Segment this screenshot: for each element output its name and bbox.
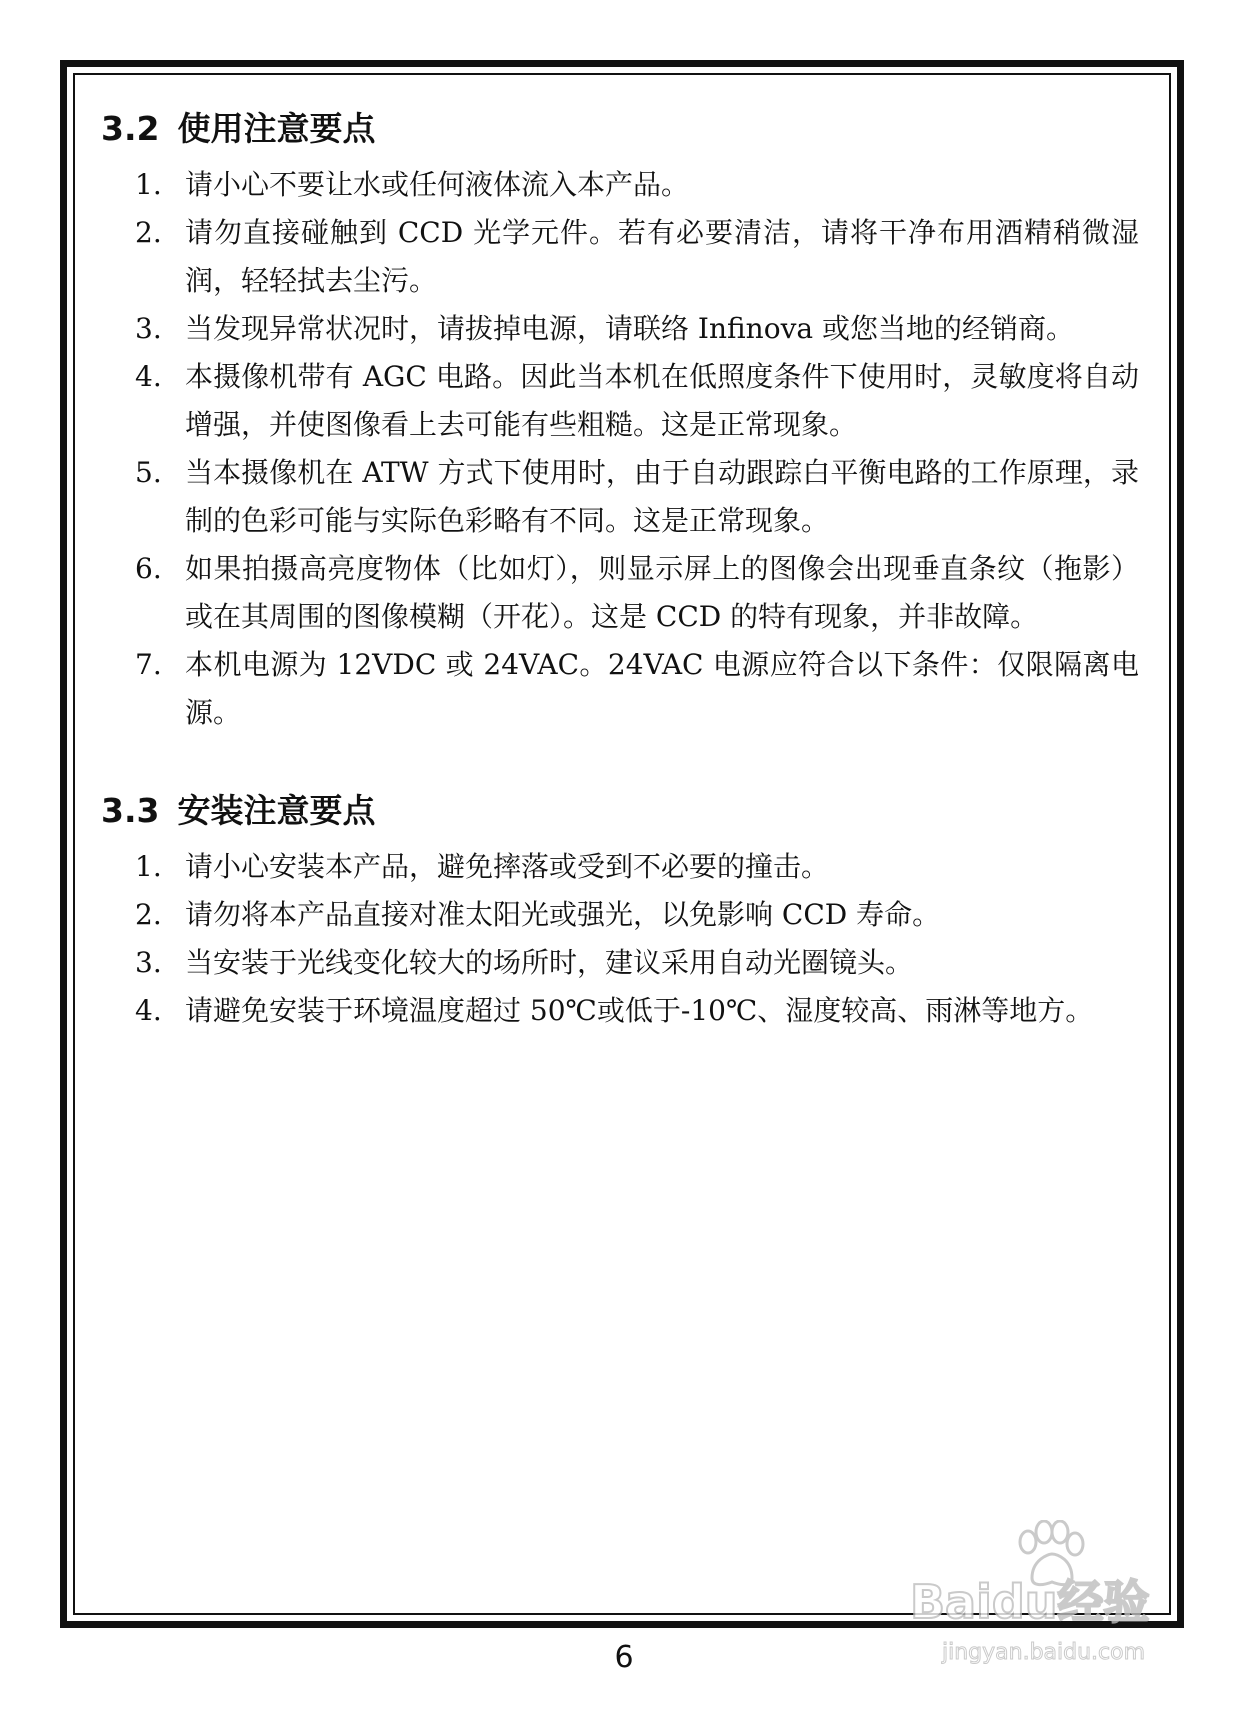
page-border — [60, 60, 1184, 1628]
list-item — [101, 209, 1139, 305]
list-item — [101, 843, 1139, 891]
section-installation-notes — [101, 787, 1139, 1035]
watermark-logo-text: Baidu经验 — [910, 1575, 1150, 1629]
watermark-url: jingyan.baidu.com — [942, 1640, 1146, 1665]
item-text: 本机电源为 12VDC 或 24VAC。24VAC 电源应符合以下条件：仅限隔离电源。 — [185, 648, 1139, 729]
section-number: 3.2 — [101, 109, 160, 148]
usage-notes-list — [101, 161, 1139, 737]
list-item — [101, 545, 1139, 641]
list-item — [101, 353, 1139, 449]
page-number: 6 — [614, 1640, 634, 1675]
section-heading — [101, 787, 1139, 835]
item-text: 当安装于光线变化较大的场所时，建议采用自动光圈镜头。 — [185, 946, 914, 979]
item-text: 当本摄像机在 ATW 方式下使用时，由于自动跟踪白平衡电路的工作原理，录制的色彩可能与实际色彩略有不同。这是正常现象。 — [185, 456, 1139, 537]
item-text: 请小心安装本产品，避免摔落或受到不必要的撞击。 — [185, 850, 830, 883]
section-number: 3.3 — [101, 791, 160, 830]
list-item — [101, 987, 1139, 1035]
item-text: 请勿直接碰触到 CCD 光学元件。若有必要清洁，请将干净布用酒精稍微湿润，轻轻拭去尘污。 — [185, 216, 1139, 297]
section-title: 安装注意要点 — [177, 791, 376, 830]
page-border-inner — [73, 73, 1171, 1615]
list-item — [101, 305, 1139, 353]
item-index: 4. — [135, 360, 162, 393]
list-item — [101, 891, 1139, 939]
item-index: 2. — [135, 898, 162, 931]
section-heading — [101, 105, 1139, 153]
item-text: 如果拍摄高亮度物体（比如灯），则显示屏上的图像会出现垂直条纹（拖影）或在其周围的图像模糊（开花）。这是 CCD 的特有现象，并非故障。 — [185, 552, 1139, 633]
list-item — [101, 939, 1139, 987]
item-index: 3. — [135, 946, 162, 979]
list-item — [101, 449, 1139, 545]
item-text: 本摄像机带有 AGC 电路。因此当本机在低照度条件下使用时，灵敏度将自动增强，并使图像看上去可能有些粗糙。这是正常现象。 — [185, 360, 1139, 441]
item-index: 7. — [135, 648, 162, 681]
item-text: 请避免安装于环境温度超过 50℃或低于-10℃、湿度较高、雨淋等地方。 — [185, 994, 1094, 1027]
item-index: 4. — [135, 994, 162, 1027]
section-usage-notes — [101, 105, 1139, 737]
item-index: 2. — [135, 216, 162, 249]
section-title: 使用注意要点 — [177, 109, 376, 148]
item-index: 6. — [135, 552, 162, 585]
document-content — [101, 105, 1139, 1035]
item-index: 5. — [135, 456, 162, 489]
item-text: 请小心不要让水或任何液体流入本产品。 — [185, 168, 690, 201]
installation-notes-list — [101, 843, 1139, 1035]
list-item — [101, 641, 1139, 737]
item-text: 请勿将本产品直接对准太阳光或强光，以免影响 CCD 寿命。 — [185, 898, 941, 931]
item-text: 当发现异常状况时，请拔掉电源，请联络 Infinova 或您当地的经销商。 — [185, 312, 1074, 345]
list-item — [101, 161, 1139, 209]
item-index: 1. — [135, 168, 162, 201]
item-index: 1. — [135, 850, 162, 883]
item-index: 3. — [135, 312, 162, 345]
